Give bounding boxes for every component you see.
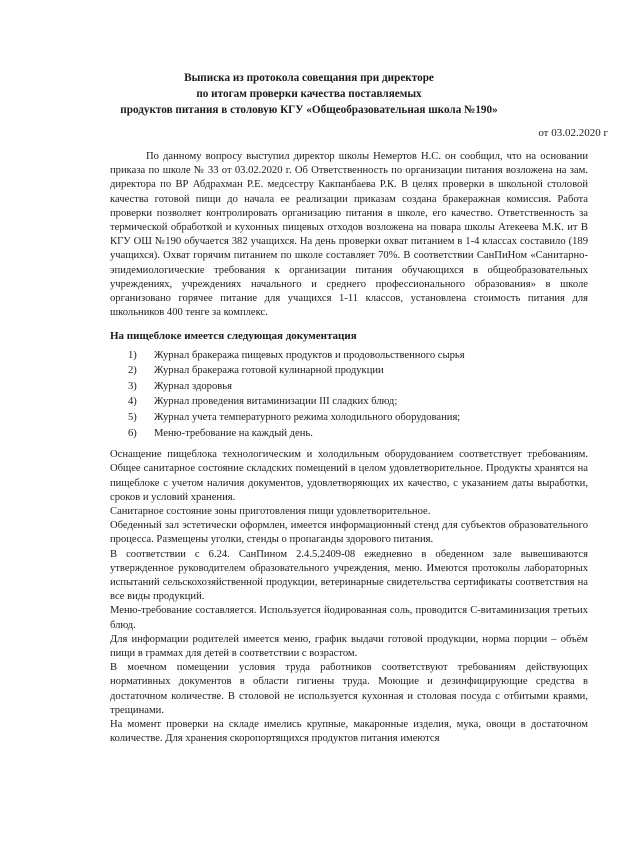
title-line-2: по итогам проверки качества поставляемых <box>196 88 422 100</box>
paragraph-dining-hall: Обеденный зал эстетически оформлен, имеется информационный стенд для субъектов образовательного процесса. Размещены уголки, стенды о пропаганды здорового питания. <box>110 520 588 546</box>
list-item: 3) Журнал здоровья <box>128 380 232 392</box>
paragraph-equipment: Оснащение пищеблока технологическим и холодильным оборудованием соответствует требованиям. Общее санитарное состояние складских помещений в целом удовлетворительное. Продукты хранятся на пищеблоке с учетом наличия документов, удовлетворяющих их качество, с указанием даты выработки, сроков и условий хранения. <box>110 449 588 503</box>
list-item: 4) Журнал проведения витаминизации III сладких блюд; <box>128 396 398 408</box>
document-date: от 03.02.2020 г <box>538 127 608 139</box>
list-item: 6) Меню-требование на каждый день. <box>128 427 313 439</box>
paragraph-sanitary-zone: Санитарное состояние зоны приготовления пищи удовлетворительное. <box>110 506 431 518</box>
intro-paragraph: По данному вопросу выступил директор школы Немертов Н.С. он сообщил, что на основании приказа по школе № 33 от 03.02.2020 г. Об Ответственность по организации питания возложена на зам. директора по ВР Абдрахман Р.Е. медсестру Какпанбаева Р.К. В целях проверки в школьной столовой качества готовой пищи до начала ее реализации приказам создана бракеражная комиссия. Работа проверки позволяет контролировать организацию питания в школе, его качество. Ответственность за термической обработкой и кухонных пищевых отходов возложена на повара школы Атекеева М.К. ит В КГУ ОШ №190 обучается 382 учащихся. На день проверки охват питанием в 1-4 классах составило (189 учащихся). Охват горячим питанием по школе составляет 70%. В соответствии СанПиНом «Санитарно-эпидемиологические требования к организации питания обучающихся в общеобразовательных учреждениях, учреждениях начального и среднего профессионального образования» в школе организовано горячее питание для учащихся 1-11 классов, установлена стоимость питания для школьников 400 тенге за комплекс. <box>110 151 588 319</box>
list-item: 5) Журнал учета температурного режима холодильного оборудования; <box>128 412 461 424</box>
document-body <box>110 150 588 746</box>
title-line-3: продуктов питания в столовую КГУ «Общеобразовательная школа №190» <box>120 104 498 116</box>
paragraph-menu-requirement: Меню-требование составляется. Используется йодированная соль, проводится С-витаминизация третьих блюд. <box>110 605 588 631</box>
paragraph-storage: На момент проверки на складе имелись крупные, макаронные изделия, мука, овощи в достаточном количестве. Для хранения скоропортящихся продуктов питания имеются <box>110 719 588 745</box>
document-title <box>0 70 618 118</box>
documentation-list <box>110 348 588 442</box>
title-line-1: Выписка из протокола совещания при директоре <box>184 72 434 84</box>
list-item: 2) Журнал бракеража готовой кулинарной продукции <box>128 365 384 377</box>
list-item: 1) Журнал бракеража пищевых продуктов и продовольственного сырья <box>128 349 465 361</box>
paragraph-sanpin: В соответствии с 6.24. СанПином 2.4.5.2409-08 ежедневно в обеденном зале вывешиваются утвержденное руководителем образовательного учреждения, меню. Имеются протоколы лабораторных испытаний сельскохозяйственной продукции, ветеринарные свидетельства сертификаты соответствия на все виды продукций. <box>110 548 588 603</box>
paragraph-washing-room: В моечном помещении условия труда работников соответствуют требованиям действующих нормативных документов в области гигиены труда. Моющие и дезинфицирующие средства в достаточном количестве. В столовой не используется кухонная и столовая посуда с отбитыми краями, трещинами. <box>110 662 588 716</box>
section-heading: На пищеблоке имеется следующая документация <box>110 330 357 343</box>
paragraph-parents-info: Для информации родителей имеется меню, график выдачи готовой продукции, норма порции – объём пищи в граммах для детей в соответствии с возрастом. <box>110 633 588 660</box>
